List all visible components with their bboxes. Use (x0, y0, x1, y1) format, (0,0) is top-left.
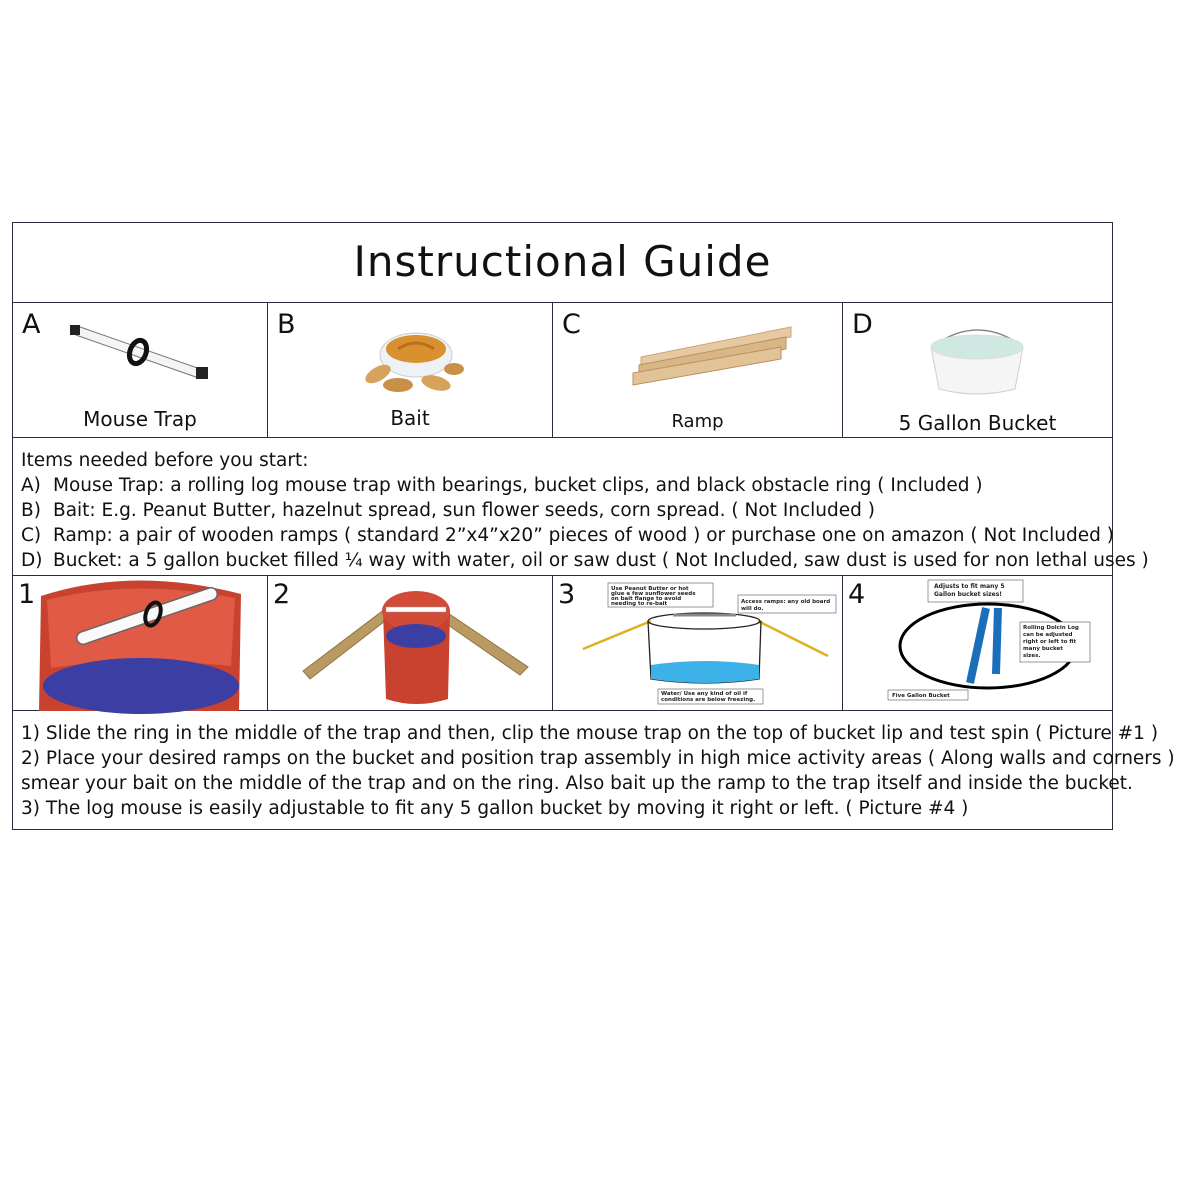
step-line: smear your bait on the middle of the trap and on the ring. Also bait up the ramp to the trap itself and inside the bucket. (21, 773, 1133, 794)
picture-number: 1 (18, 579, 36, 610)
item-letter: C (562, 309, 581, 340)
item-letter: B (277, 309, 296, 340)
title-row (13, 223, 1112, 303)
page-title: Instructional Guide (353, 237, 772, 286)
picture-2 (268, 576, 553, 710)
svg-text:Water/ Use any kind of oil if: Water/ Use any kind of oil if (661, 691, 748, 697)
picture-number: 3 (558, 579, 576, 610)
item-mouse-trap (13, 303, 268, 437)
list-item: B) Bait: E.g. Peanut Butter, hazelnut spread, sun flower seeds, corn spread. ( Not Included ) (21, 500, 876, 521)
step-line: 3) The log mouse is easily adjustable to fit any 5 gallon bucket by moving it right or left. ( Picture #4 ) (21, 798, 969, 819)
picture-number: 2 (273, 579, 291, 610)
bucket-with-ramps-image (298, 581, 528, 706)
bucket-with-trap-image (13, 576, 268, 711)
wooden-planks-image (631, 319, 796, 389)
picture-4 (843, 576, 1112, 710)
item-caption: Ramp (671, 411, 724, 432)
svg-text:many bucket: many bucket (1023, 646, 1063, 652)
pictures-row (13, 576, 1112, 711)
svg-text:Adjusts to fit many 5: Adjusts to fit many 5 (934, 583, 1005, 590)
bucket-diagram-image (573, 581, 838, 706)
item-letter: D (852, 309, 873, 340)
svg-text:Use Peanut Butter or hot: Use Peanut Butter or hot (611, 586, 689, 592)
svg-text:sizes.: sizes. (1023, 653, 1041, 659)
picture-number: 4 (848, 579, 866, 610)
svg-text:glue a few sunflower seeds: glue a few sunflower seeds (611, 591, 696, 597)
svg-text:Gallon bucket sizes!: Gallon bucket sizes! (934, 591, 1003, 598)
svg-text:needing to re-bait: needing to re-bait (611, 601, 668, 607)
svg-text:will do.: will do. (741, 606, 764, 612)
item-bait (268, 303, 553, 437)
list-item: A) Mouse Trap: a rolling log mouse trap with bearings, bucket clips, and black obstacle ring ( Included ) (21, 475, 983, 496)
step-line: 1) Slide the ring in the middle of the trap and then, clip the mouse trap on the top of bucket lip and test spin ( Picture #1 ) (21, 723, 1159, 744)
picture-3 (553, 576, 843, 710)
item-ramp (553, 303, 843, 437)
svg-text:right or left to fit: right or left to fit (1023, 639, 1076, 645)
item-caption: Bait (390, 406, 430, 430)
mouse-trap-image (68, 321, 218, 391)
adjustable-log-diagram-image (892, 578, 1110, 708)
svg-text:Five Gallon Bucket: Five Gallon Bucket (892, 693, 950, 699)
instructional-guide (12, 222, 1175, 830)
svg-text:conditions are below freezing.: conditions are below freezing. (661, 697, 756, 703)
items-needed-section (13, 438, 1149, 576)
steps-section (13, 711, 1175, 829)
step-line: 2) Place your desired ramps on the bucket and position trap assembly in high mice activity areas ( Along walls and corners ) (21, 748, 1175, 769)
peanut-butter-image (358, 319, 468, 399)
item-caption: Mouse Trap (83, 407, 197, 431)
item-bucket (843, 303, 1112, 437)
list-item: D) Bucket: a 5 gallon bucket filled ¼ way with water, oil or saw dust ( Not Included, saw dust is used for non lethal uses ) (21, 550, 1149, 571)
svg-text:Rolling Dolcin Log: Rolling Dolcin Log (1023, 625, 1079, 631)
svg-text:can be adjusted: can be adjusted (1023, 632, 1073, 638)
svg-text:on bait flange to avoid: on bait flange to avoid (611, 596, 682, 602)
bucket-image (925, 323, 1030, 398)
items-needed-heading: Items needed before you start: (21, 450, 309, 471)
item-caption: 5 Gallon Bucket (898, 411, 1057, 435)
list-item: C) Ramp: a pair of wooden ramps ( standard 2”x4”x20” pieces of wood ) or purchase one on amazon ( Not Included ) (21, 525, 1114, 546)
item-letter: A (22, 309, 41, 340)
picture-1 (13, 576, 268, 710)
items-row (13, 303, 1112, 438)
svg-text:Access ramps: any old board: Access ramps: any old board (741, 599, 831, 605)
